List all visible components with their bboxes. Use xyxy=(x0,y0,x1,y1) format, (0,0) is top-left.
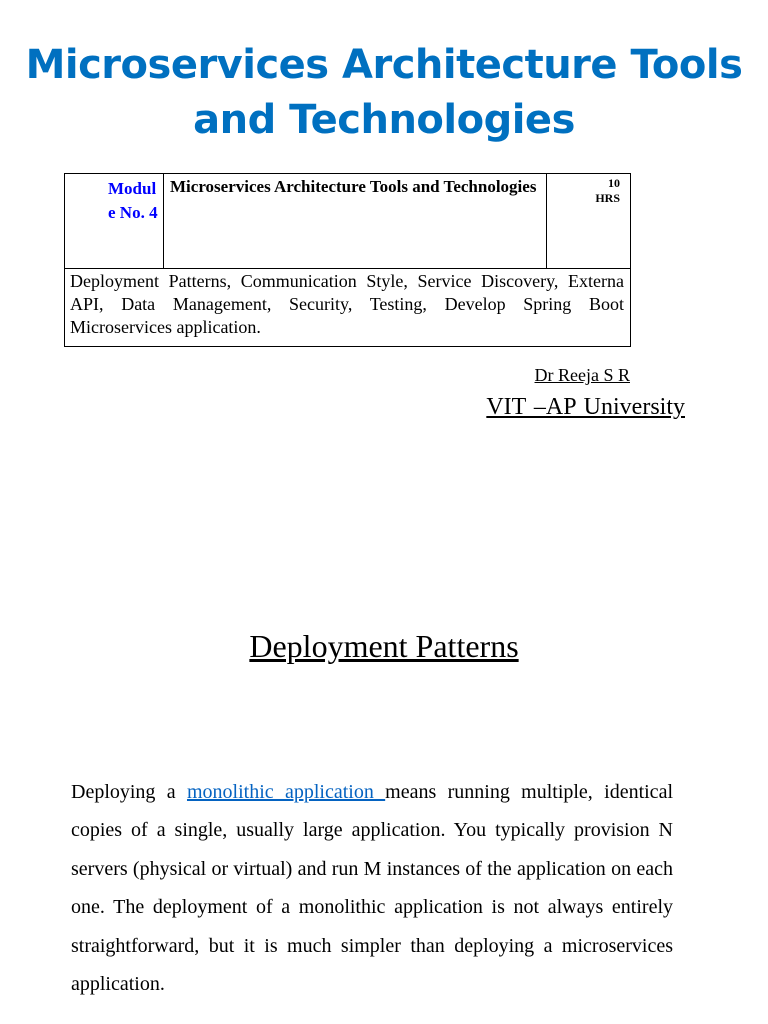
module-topic-cell xyxy=(164,174,547,269)
paragraph-text-before-link: Deploying a xyxy=(71,781,187,803)
module-syllabus-cell xyxy=(65,269,631,347)
module-table-syllabus-row xyxy=(65,269,631,347)
body-paragraph xyxy=(71,773,673,1003)
author-name: Dr Reeja S R xyxy=(534,365,630,385)
university-name: VIT –AP University xyxy=(486,394,685,420)
module-hours-cell xyxy=(547,174,631,269)
module-number-cell xyxy=(65,174,164,269)
module-syllabus-text: Deployment Patterns, Communication Style, Service Discovery, Externa API, Data Management, Security, Testing, Develop Spring Boot Microservices application. xyxy=(70,271,624,337)
module-hours-label: 10 HRS xyxy=(595,176,620,205)
monolithic-application-link[interactable]: monolithic application xyxy=(186,781,386,803)
module-table-header-row xyxy=(65,174,631,269)
document-title: Microservices Architecture Tools and Technologies xyxy=(25,42,743,143)
module-number-label: Module No. 4 xyxy=(108,179,158,222)
module-table xyxy=(64,173,631,347)
section-heading: Deployment Patterns xyxy=(249,628,519,664)
paragraph-text-after-link: means running multiple, identical copies of a single, usually large application. You typically provision N servers (physical or virtual) and run M instances of the application on each one. The deployment of a monolithic application is not always entirely straightforward, but it is much simpler than deploying a microservices application. xyxy=(71,781,673,996)
module-topic-label: Microservices Architecture Tools and Technologies xyxy=(170,177,537,196)
